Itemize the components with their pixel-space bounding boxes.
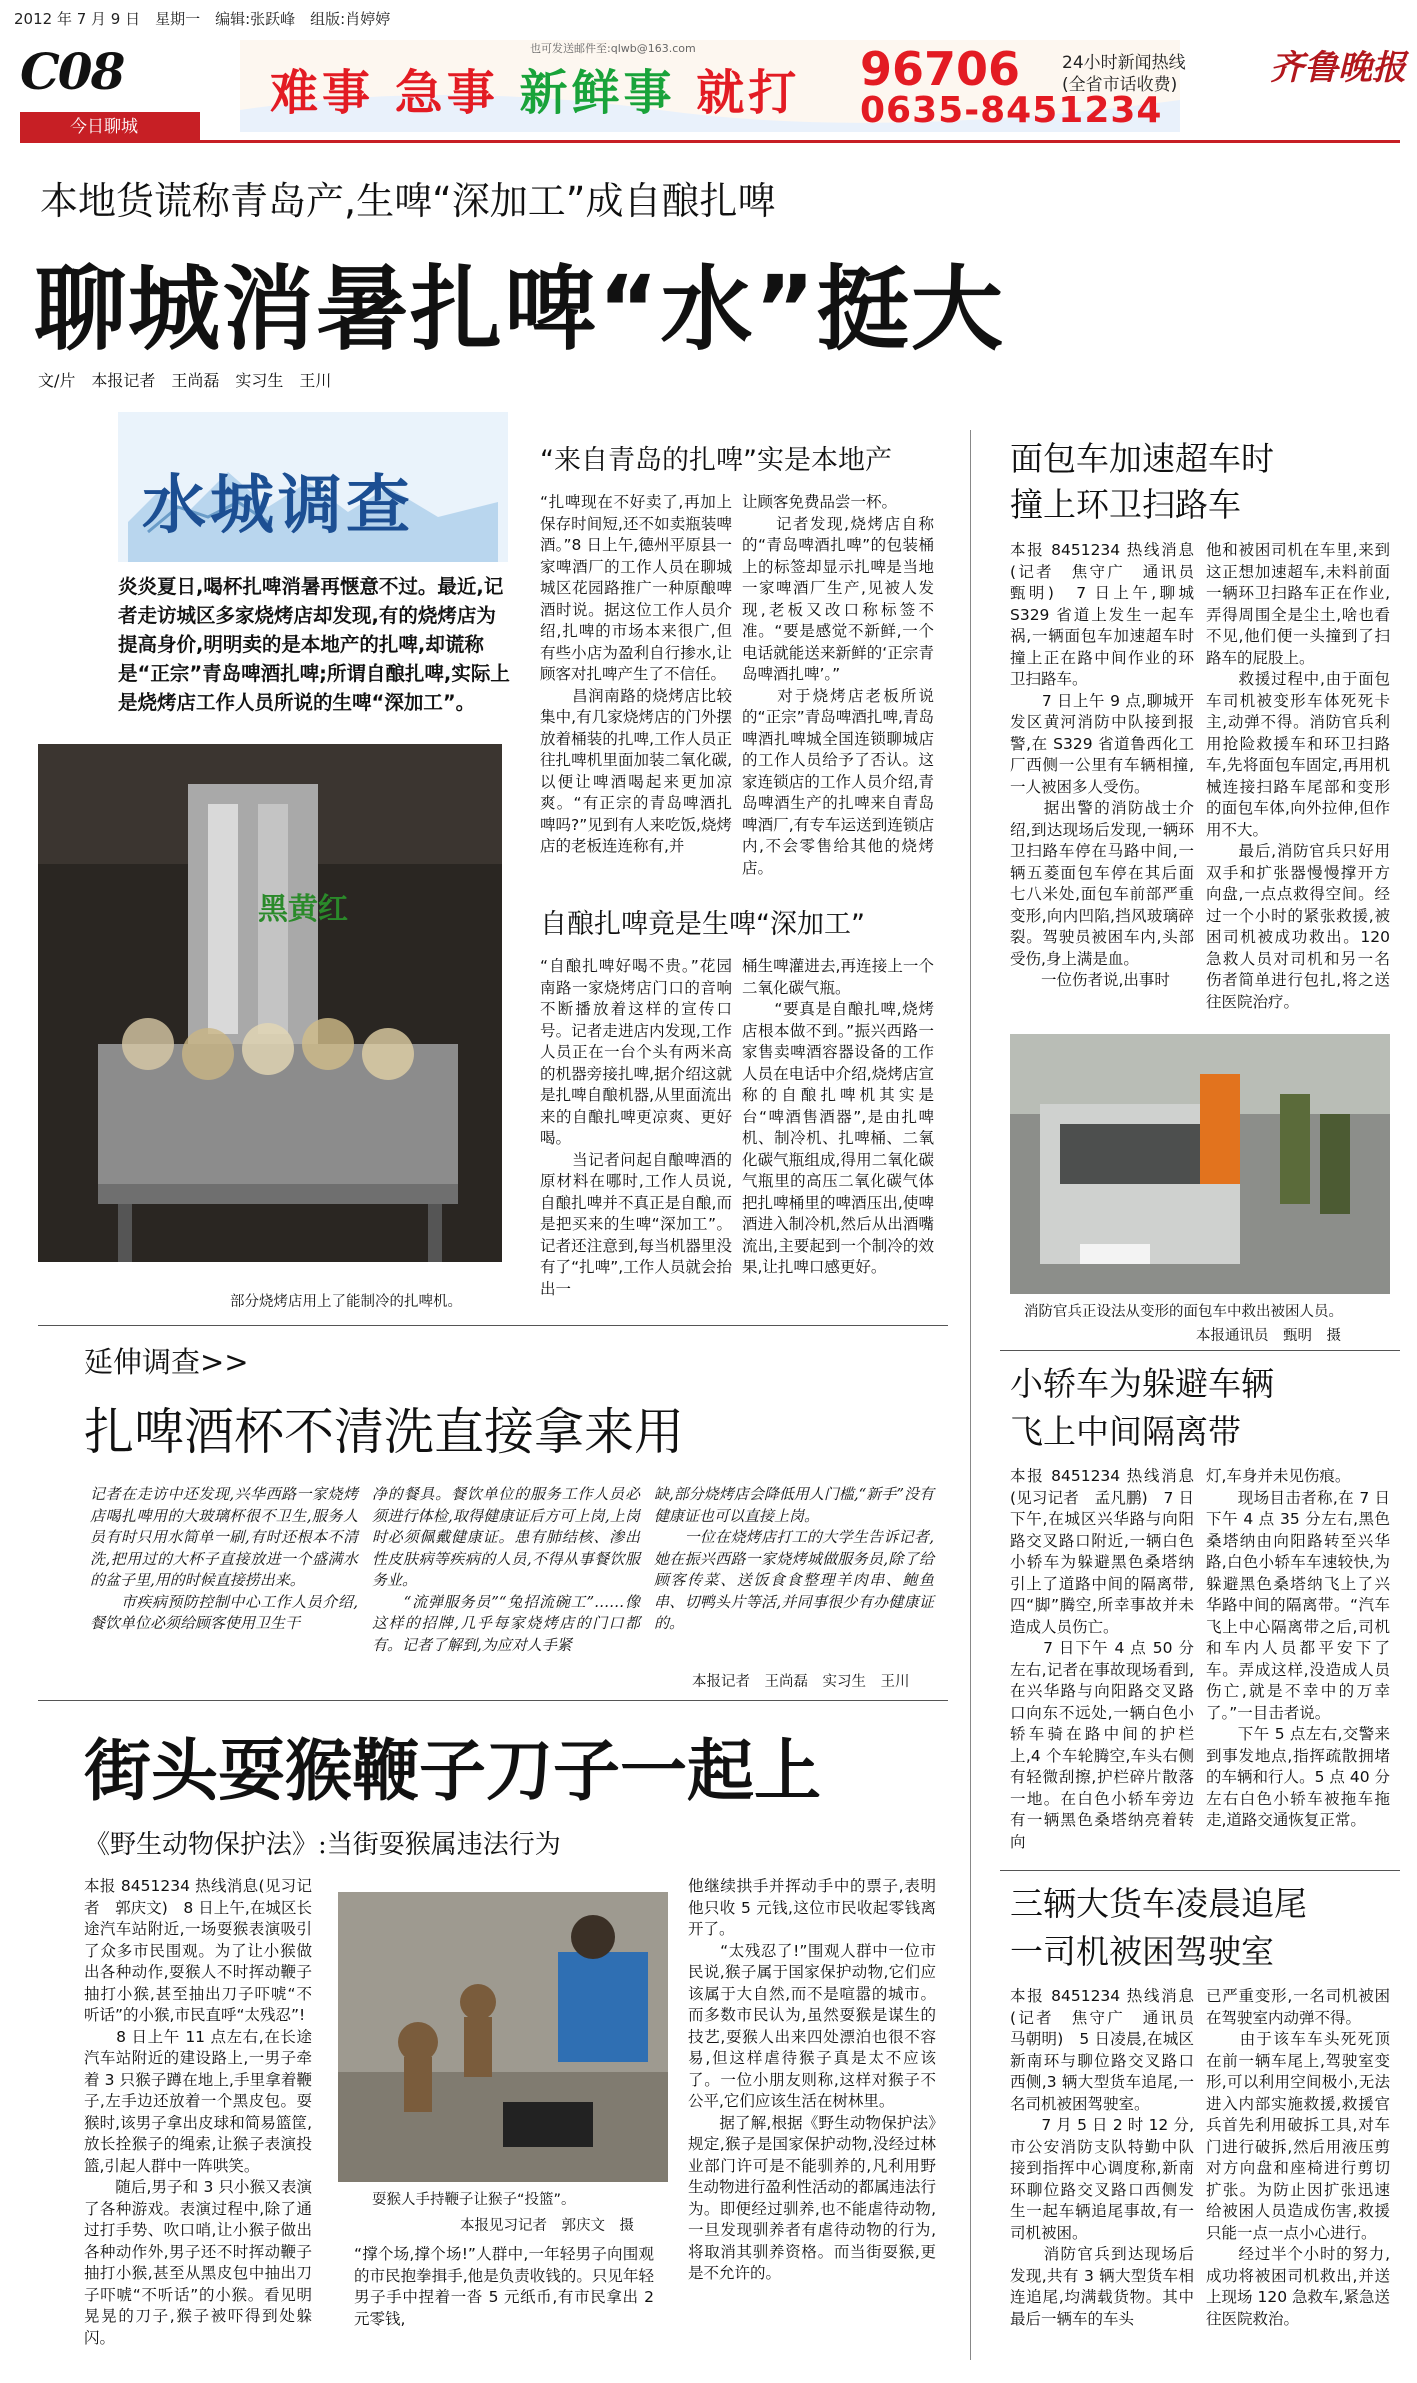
- story2-col3: 缺,部分烧烤店会降低用人门槛,“新手”没有健康证也可以直接上岗。 一位在烧烤店打工的大学生告诉记者,她在振兴西路一家烧烤城做服务员,除了给顾客传菜、送饭食食整理羊肉串、鲍鱼串、切鸭头片等活,并同事很少有办健康证的。: [654, 1485, 934, 1632]
- ad-slogan-1: 难事: [270, 65, 375, 121]
- right3-headline: [1010, 1880, 1307, 1976]
- story3-photo-credit: 本报见习记者 郭庆文 摄: [460, 2218, 634, 2234]
- story1-section2-col2: 桶生啤灌进去,再连接上一个二氧化碳气瓶。 “要真是自酿扎啤,烧烤店根本做不到。”振兴西路一家售卖啤酒容器设备的工作人员在电话中介绍,烧烤店宣称的自酿扎啤机其实是台“啤酒售酒器”,是由扎啤机、制冷机、扎啤桶、二氧化碳气瓶组成,得用二氧化碳气瓶里的高压二氧化碳气体把扎啤桶里的啤酒压出,使啤酒进入制冷机,然后从出酒嘴流出,主要起到一个制冷的效果,让扎啤口感更好。: [742, 957, 934, 1276]
- story3-headline: 街头耍猴鞭子刀子一起上: [84, 1732, 821, 1810]
- ad-slogan: [270, 54, 800, 123]
- right3-col2: 已严重变形,一名司机被困在驾驶室内动弹不得。 由于该车车头死死顶在前一辆车尾上,驾驶室变形,可以利用空间极小,无法进入内部实施救援,救援官兵首先利用破拆工具,对车门进行破拆,然后用液压剪对方向盘和座椅进行剪切扩张。为防止因扩张迅速给被困人员造成伤害,救援只能一点一点小心进行。 经过半个小时的努力,成功将被困司机救出,并送上现场 120 急救车,紧急送往医院救治。: [1206, 1987, 1390, 2328]
- logo-text: 水城调查: [142, 469, 414, 543]
- right2-headline-line2: 飞上中间隔离带: [1010, 1412, 1241, 1451]
- photo1-caption: 部分烧烤店用上了能制冷的扎啤机。: [230, 1294, 462, 1310]
- right3-headline-line1: 三辆大货车凌晨追尾: [1010, 1884, 1307, 1923]
- ad-slogan-4: 就打: [696, 65, 801, 121]
- story2-top-rule: [38, 1325, 948, 1326]
- right1-headline: [1010, 436, 1274, 528]
- date-line: 2012 年 7 月 9 日 星期一 编辑:张跃峰 组版:肖婷婷: [14, 10, 391, 28]
- story1-section1-col2: 让顾客免费品尝一杯。 记者发现,烧烤店自称的“青岛啤酒扎啤”的包装桶上的标签却显示扎啤是当地一家啤酒厂生产,见被人发现,老板又改口称标签不准。“要是感觉不新鲜,一个电话就能送来新鲜的‘正宗青岛啤酒扎啤’。” 对于烧烤店老板所说的“正宗”青岛啤酒扎啤,青岛啤酒扎啤城全国连锁聊城店的工作人员给予了否认。这家连锁店的工作人员介绍,青岛啤酒生产的扎啤来自青岛啤酒厂,有专车运送到连锁店内,不会零售给其他的烧烤店。: [742, 493, 934, 877]
- story1-byline: 文/片 本报记者 王尚磊 实习生 王川: [38, 371, 332, 390]
- header-rule: [20, 140, 1400, 143]
- story3-photo-caption: 耍猴人手持鞭子让猴子“投篮”。: [372, 2192, 576, 2208]
- story3-subtitle: 《野生动物保护法》:当街耍猴属违法行为: [84, 1830, 561, 1860]
- story2-kicker: 延伸调查>>: [84, 1345, 249, 1379]
- column-logo: [118, 412, 508, 562]
- right3-col1: 本报 8451234 热线消息(记者 焦守广 通讯员 马朝明) 5 日凌晨,在城区新南环与聊位路交叉路口西侧,3 辆大型货车追尾,一名司机被困驾驶室。 7 月 5 日 2 时 12 分,市公安消防支队特勤中队接到指挥中心调度称,新南环聊位路交叉路口西侧发生一起车辆追尾事故,有一司机被困。 消防官兵到达现场后发现,共有 3 辆大型货车相连追尾,均满载货物。其中最后一辆车的车头: [1010, 1987, 1194, 2328]
- story1-section2-head: 自酿扎啤竟是生啤“深加工”: [540, 909, 865, 940]
- right1-col1: 本报 8451234 热线消息(记者 焦守广 通讯员 甄明) 7 日上午,聊城 S329 省道上发生一起车祸,一辆面包车加速超车时撞上正在路中间作业的环卫扫路车。 7 日上午 9 点,聊城开发区黄河消防中队接到报警,在 S329 省道鲁西化工厂西侧一公里有车辆相撞,一人被困多人受伤。 据出警的消防战士介绍,到达现场后发现,一辆环卫扫路车停在马路中间,一辆五菱面包车停在其后面七八米处,面包车前部严重变形,向内凹陷,挡风玻璃碎裂。驾驶员被困车内,头部受伤,身上满是血。 一位伤者说,出事时: [1010, 541, 1194, 989]
- story3-col3: 他继续拱手并挥动手中的票子,表明他只收 5 元钱,这位市民收起零钱离开了。 “太残忍了!”围观人群中一位市民说,猴子属于国家保护动物,它们应该属于大自然,而不是喧嚣的城市。而多数市民认为,虽然耍猴是谋生的技艺,耍猴人出来四处漂泊也很不容易,但这样虐待猴子真是太不应该了。一位小朋友则称,这样对猴子不公平,它们应该生活在树林里。 据了解,根据《野生动物保护法》规定,猴子是国家保护动物,没经过林业部门许可是不能驯养的,凡利用野生动物进行盈利性活动的都属违法行为。即便经过驯养,也不能虐待动物,一旦发现驯养者有虐待动物的行为,将取消其驯养资格。而当街耍猴,更是不允许的。: [688, 1877, 937, 2282]
- story1-headline: 聊城消暑扎啤“水”挺大: [34, 256, 1005, 363]
- machine-label: 黑黄红: [258, 892, 348, 927]
- right1-photo-credit: 本报通讯员 甄明 摄: [1196, 1328, 1341, 1344]
- story1-section2-col1: “自酿扎啤好喝不贵。”花园南路一家烧烤店门口的音响不断播放着这样的宣传口号。记者走进店内发现,工作人员正在一台个头有两米高的机器旁接扎啤,据介绍这就是扎啤自酿机器,从里面流出来的自酿扎啤更凉爽、更好喝。 当记者问起自酿啤酒的原材料在哪时,工作人员说,自酿扎啤并不真正是自酿,而是把买来的生啤“深加工”。记者还注意到,每当机器里没有了“扎啤”,工作人员就会抬出一: [540, 957, 732, 1298]
- ad-slogan-2: 急事: [394, 65, 499, 121]
- monkey-show-icon: [338, 1892, 668, 2182]
- story2-col1: 记者在走访中还发现,兴华西路一家烧烤店喝扎啤用的大玻璃杯很不卫生,服务人员有时只用水简单一刷,有时还根本不清洗,把用过的大杯子直接放进一个盛满水的盆子里,用的时候直接捞出来。 市疾病预防控制中心工作人员介绍,餐饮单位必须给顾客使用卫生干: [90, 1485, 358, 1632]
- crash-rescue-photo: [1010, 1034, 1390, 1294]
- right1-col2: 他和被困司机在车里,来到这正想加速超车,未料前面一辆环卫扫路车正在作业,弄得周围全是尘土,啥也看不见,他们便一头撞到了扫路车的屁股上。 救援过程中,由于面包车司机被变形车体死死卡主,动弹不得。消防官兵利用抢险救援车和环卫扫路车,先将面包车固定,再用机械连接扫路车尾部和变形的面包车体,向外拉伸,但作用不大。 最后,消防官兵只好用双手和扩张器慢慢撑开方向盘,一点点救得空间。经过一个小时的紧张救援,被困司机被成功救出。120 急救人员对司机和另一名伤者简单进行包扎,将之送往医院治疗。: [1206, 541, 1390, 1011]
- column-divider: [970, 430, 971, 2360]
- right1-photo-caption: 消防官兵正设法从变形的面包车中救出被困人员。: [1024, 1304, 1343, 1320]
- story3-below-photo: “撑个场,撑个场!”人群中,一年轻男子向围观的市民抱拳揖手,他是负责收钱的。只见年轻男子手中捏着一沓 5 元纸币,有市民拿出 2 元零钱,: [354, 2245, 654, 2328]
- newspaper-brand: 齐鲁晚报: [1270, 48, 1406, 88]
- crash-rescue-icon: [1010, 1034, 1390, 1294]
- story2-byline: 本报记者 王尚磊 实习生 王川: [692, 1674, 910, 1690]
- right3-headline-line2: 一司机被困驾驶室: [1010, 1932, 1274, 1971]
- right1-headline-line2: 撞上环卫扫路车: [1010, 485, 1241, 524]
- right2-col1: 本报 8451234 热线消息(见习记者 孟凡鹏) 7 日下午,在城区兴华路与向阳路交叉路口附近,一辆白色小轿车为躲避黑色桑塔纳引上了道路中间的隔离带,四“脚”腾空,所幸事故并未造成人员伤亡。 7 日下午 4 点 50 分左右,记者在事故现场看到,在兴华路与向阳路交叉路口向东不远处,一辆白色小轿车骑在路中间的护栏上,4 个车轮腾空,车头右侧有轻微刮擦,护栏碎片散落一地。在白色小轿车旁边有一辆黑色桑塔纳亮着转向: [1010, 1467, 1194, 1851]
- story3-col1: 本报 8451234 热线消息(见习记者 郭庆文) 8 日上午,在城区长途汽车站附近,一场耍猴表演吸引了众多市民围观。为了让小猴做出各种动作,耍猴人不时挥动鞭子抽打小猴,甚至抽出刀子吓唬“不听话”的小猴,市民直呼“太残忍”! 8 日上午 11 点左右,在长途汽车站附近的建设路上,一男子牵着 3 只猴子蹲在地上,手里拿着鞭子,左手边还放着一个黑皮包。耍猴时,该男子拿出皮球和简易篮筐,放长拴猴子的绳索,让猴子表演投篮,引起人群中一阵哄笑。 随后,男子和 3 只小猴又表演了各种游戏。表演过程中,除了通过打手势、吹口哨,让小猴子做出各种动作外,男子还不时挥动鞭子抽打小猴,甚至从黑皮包中抽出刀子吓唬“不听话”的小猴。看见明晃晃的刀子,猴子被吓得到处躲闪。: [84, 1877, 312, 2347]
- story1-section1-col1: “扎啤现在不好卖了,再加上保存时间短,还不如卖瓶装啤酒。”8 日上午,德州平原县一家啤酒厂的工作人员在聊城城区花园路推广一种原酿啤酒时说。据这位工作人员介绍,扎啤的市场本来很广,但有些小店为盈利自行掺水,让顾客对扎啤产生了不信任。 昌润南路的烧烤店比较集中,有几家烧烤店的门外摆放着桶装的扎啤,工作人员正往扎啤机里面加装二氧化碳,以便让啤酒喝起来更加凉爽。“有正宗的青岛啤酒扎啤吗?”见到有人来吃饭,烧烤店的老板连连称有,并: [540, 493, 732, 855]
- story2-col2: 净的餐具。餐饮单位的服务工作人员必须进行体检,取得健康证后方可上岗,上岗时必须佩戴健康证。患有肺结核、渗出性皮肤病等疾病的人员,不得从事餐饮服务业。 “流弹服务员”“兔招流碗工”……像这样的招牌,几乎每家烧烤店的门口都有。记者了解到,为应对人手紧: [372, 1485, 640, 1654]
- story2-headline: 扎啤酒杯不清洗直接拿来用: [84, 1403, 684, 1461]
- right2-headline: [1010, 1360, 1274, 1456]
- right2-col2: 灯,车身并未见伤痕。 现场目击者称,在 7 日下午 4 点 35 分左右,黑色桑塔纳由向阳路转至兴华路,白色小轿车车速较快,为躲避黑色桑塔纳飞上了兴华路中间的隔离带。“汽车飞上中心隔离带之后,司机和车内人员都平安下了车。弄成这样,没造成人员伤亡,就是不幸中的万幸了。”一目击者说。 下午 5 点左右,交警来到事发地点,指挥疏散拥堵的车辆和行人。5 点 40 分左右白色小轿车被拖车拖走,道路交通恢复正常。: [1206, 1467, 1390, 1829]
- beer-machine-photo: [38, 744, 502, 1262]
- hotline-note-2: (全省市话收费): [1062, 75, 1178, 95]
- story3-top-rule: [38, 1700, 948, 1701]
- hotline-number: 96706: [860, 42, 1021, 96]
- story1-lead: 炎炎夏日,喝杯扎啤消暑再惬意不过。最近,记者走访城区多家烧烤店却发现,有的烧烤店为提高身价,明明卖的是本地产的扎啤,却谎称是“正宗”青岛啤酒扎啤;所谓自酿扎啤,实际上是烧烤店工作人员所说的生啤“深加工”。: [118, 575, 510, 714]
- ad-small-text: 也可发送邮件至:qlwb@163.com: [530, 42, 696, 55]
- monkey-show-photo: [338, 1892, 668, 2182]
- beer-machine-icon: [38, 744, 502, 1262]
- page-number: C08: [20, 42, 124, 101]
- right3-top-rule: [1000, 1870, 1400, 1871]
- section-tag: 今日聊城: [20, 112, 200, 142]
- hotline-number-2: 0635-8451234: [860, 90, 1163, 131]
- hotline-note-1: 24小时新闻热线: [1062, 53, 1186, 73]
- story1-section1-head: “来自青岛的扎啤”实是本地产: [540, 445, 892, 476]
- right1-headline-line1: 面包车加速超车时: [1010, 439, 1274, 478]
- ad-slogan-3: 新鲜事: [519, 65, 676, 121]
- story1-subtitle: 本地货谎称青岛产,生啤“深加工”成自酿扎啤: [40, 179, 776, 223]
- right2-top-rule: [1000, 1350, 1400, 1351]
- right2-headline-line1: 小轿车为躲避车辆: [1010, 1364, 1274, 1403]
